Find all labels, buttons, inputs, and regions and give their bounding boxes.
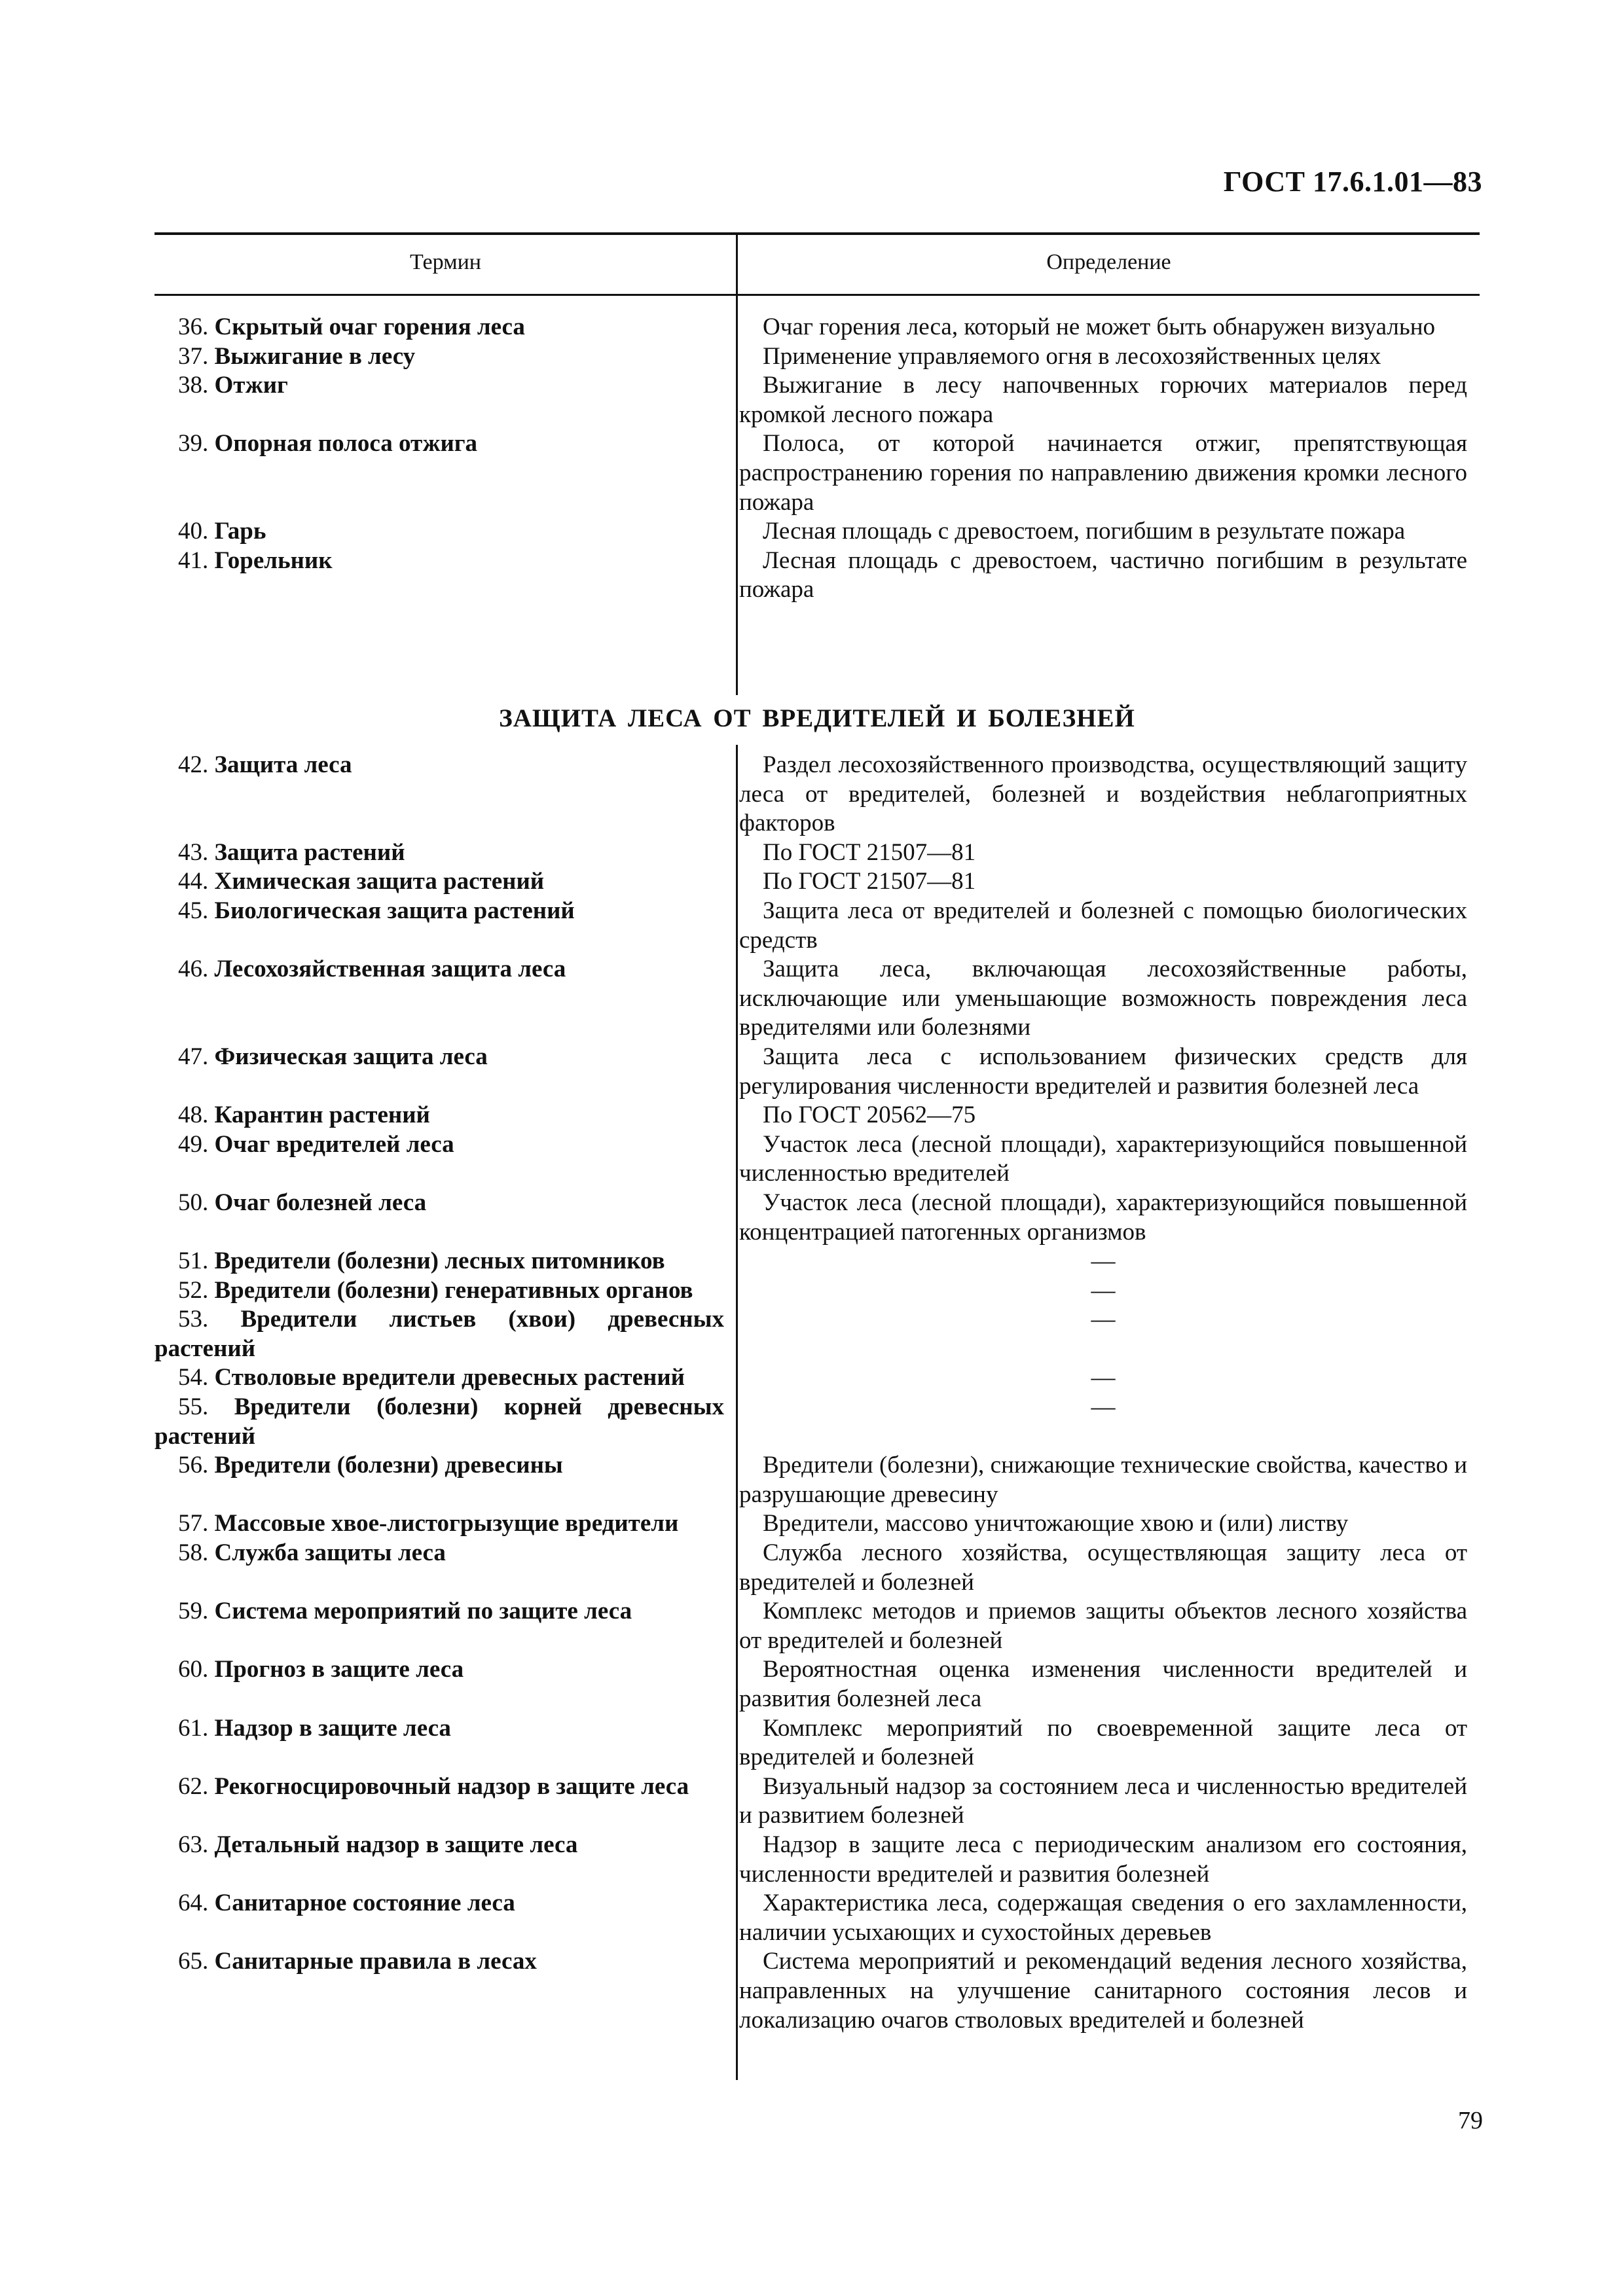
- term-cell: [155, 1363, 724, 1393]
- term-cell: [155, 1189, 724, 1247]
- term-cell: [155, 1305, 724, 1363]
- table-row: [0, 1393, 1623, 1451]
- term-number: 64.: [178, 1890, 209, 1917]
- term-text: Защита леса: [214, 751, 352, 778]
- term-cell: [155, 1130, 724, 1189]
- definition-cell: Вредители, массово уничтожающие хвою и (или) листву: [763, 1510, 1349, 1537]
- definition-cell: По ГОСТ 21507—81: [763, 868, 976, 895]
- term-text: Гарь: [214, 518, 266, 545]
- term-cell: [155, 1393, 724, 1451]
- definition-cell: Система мероприятий и рекомендаций ведения лесного хозяйства, направленных на улучшение санитарного состояния лесов и локализацию очагов стволовых вредителей и болезней: [739, 1948, 1467, 2034]
- term-number: 39.: [178, 430, 209, 457]
- term-number: 51.: [178, 1247, 209, 1275]
- table-row: [0, 1363, 1623, 1393]
- term-number: 49.: [178, 1130, 209, 1158]
- definition-cell: Лесная площадь с древостоем, погибшим в результате пожара: [763, 518, 1406, 545]
- definition-cell: —: [1091, 1393, 1116, 1421]
- table-row: [0, 1276, 1623, 1306]
- term-number: 42.: [178, 751, 209, 778]
- term-number: 55.: [178, 1393, 209, 1421]
- table-row: [0, 429, 1623, 517]
- definition-cell: Вероятностная оценка изменения численности вредителей и развития болезней леса: [739, 1656, 1467, 1712]
- definition-cell: —: [1091, 1364, 1116, 1391]
- term-text: Надзор в защите леса: [214, 1714, 451, 1742]
- term-text: Биологическая защита растений: [214, 897, 575, 924]
- page-number: 79: [1458, 2107, 1483, 2134]
- term-number: 38.: [178, 372, 209, 399]
- definition-cell: Комплекс методов и приемов защиты объектов лесного хозяйства от вредителей и болезней: [739, 1598, 1467, 1654]
- term-cell: [155, 1889, 724, 1947]
- term-cell: [155, 1772, 724, 1831]
- column-header-term: Термин: [410, 250, 481, 274]
- definition-cell: Защита леса, включающая лесохозяйственные работы, исключающие или уменьшающие возможность повреждения леса вредителями или болезнями: [739, 956, 1467, 1041]
- term-number: 45.: [178, 897, 209, 924]
- definition-cell: Надзор в защите леса с периодическим анализом его состояния, численности вредителей и развития болезней: [739, 1831, 1467, 1888]
- term-text: Горельник: [214, 547, 333, 574]
- term-number: 57.: [178, 1510, 209, 1537]
- term-cell: [155, 1451, 724, 1509]
- term-number: 40.: [178, 518, 209, 545]
- table-row: [0, 1539, 1623, 1597]
- definition-cell: Выжигание в лесу напочвенных горючих материалов перед кромкой лесного пожара: [739, 372, 1467, 428]
- term-cell: [155, 1276, 724, 1306]
- term-text: Вредители листьев (хвои) древесных растений: [155, 1306, 724, 1362]
- term-cell: [155, 1247, 724, 1276]
- definition-cell: —: [1091, 1276, 1116, 1304]
- definition-cell: Раздел лесохозяйственного производства, осуществляющий защиту леса от вредителей, болезней и воздействия неблагоприятных факторов: [739, 751, 1467, 837]
- term-number: 52.: [178, 1276, 209, 1304]
- table-row: [0, 1247, 1623, 1276]
- term-text: Служба защиты леса: [214, 1539, 446, 1567]
- table-row: [0, 342, 1623, 372]
- term-text: Санитарное состояние леса: [214, 1890, 515, 1917]
- terms-block-protection: [0, 751, 1623, 2035]
- terms-block-fire: [0, 313, 1623, 605]
- table-row: [0, 867, 1623, 897]
- term-cell: [155, 897, 724, 955]
- definition-cell: Лесная площадь с древостоем, частично погибшим в результате пожара: [739, 547, 1467, 603]
- term-number: 46.: [178, 956, 209, 983]
- definition-cell: Участок леса (лесной площади), характеризующийся повышенной численностью вредителей: [739, 1130, 1467, 1187]
- table-row: [0, 897, 1623, 955]
- term-text: Очаг вредителей леса: [214, 1130, 454, 1158]
- column-header-definition: Определение: [1046, 250, 1171, 274]
- table-row: [0, 1889, 1623, 1947]
- definition-cell: Служба лесного хозяйства, осуществляющая защиту леса от вредителей и болезней: [739, 1539, 1467, 1596]
- term-number: 58.: [178, 1539, 209, 1567]
- term-text: Очаг болезней леса: [214, 1189, 427, 1216]
- definition-cell: Применение управляемого огня в лесохозяйственных целях: [763, 342, 1381, 370]
- definition-cell: Визуальный надзор за состоянием леса и численностью вредителей и развитием болезней: [739, 1772, 1467, 1829]
- term-text: Прогноз в защите леса: [214, 1656, 464, 1683]
- term-cell: [155, 429, 724, 517]
- table-row: [0, 1189, 1623, 1247]
- term-number: 41.: [178, 547, 209, 574]
- term-number: 54.: [178, 1364, 209, 1391]
- term-cell: [155, 371, 724, 429]
- definition-cell: Участок леса (лесной площади), характеризующийся повышенной концентрацией патогенных организмов: [739, 1189, 1467, 1246]
- term-number: 63.: [178, 1831, 209, 1858]
- table-row: [0, 1130, 1623, 1189]
- term-number: 36.: [178, 314, 209, 340]
- term-text: Санитарные правила в лесах: [214, 1948, 537, 1975]
- term-cell: [155, 1509, 724, 1539]
- term-number: 53.: [178, 1306, 209, 1333]
- term-cell: [155, 1597, 724, 1655]
- term-cell: [155, 751, 724, 838]
- table-row: [0, 547, 1623, 605]
- table-row: [0, 1043, 1623, 1101]
- term-cell: [155, 867, 724, 897]
- table-row: [0, 751, 1623, 838]
- definition-cell: По ГОСТ 20562—75: [763, 1102, 976, 1129]
- term-number: 59.: [178, 1598, 209, 1625]
- table-row: [0, 1305, 1623, 1363]
- term-cell: [155, 1831, 724, 1889]
- term-text: Физическая защита леса: [214, 1043, 488, 1070]
- term-cell: [155, 517, 724, 547]
- term-number: 60.: [178, 1656, 209, 1683]
- term-cell: [155, 342, 724, 372]
- term-number: 44.: [178, 868, 209, 895]
- table-row: [0, 1655, 1623, 1713]
- term-number: 56.: [178, 1452, 209, 1479]
- term-cell: [155, 1101, 724, 1130]
- table-row: [0, 1947, 1623, 2035]
- definition-cell: Полоса, от которой начинается отжиг, препятствующая распространению горения по направлению движения кромки лесного пожара: [739, 430, 1467, 516]
- table-row: [0, 1714, 1623, 1772]
- table-row: [0, 313, 1623, 342]
- term-text: Вредители (болезни) древесины: [214, 1452, 563, 1479]
- term-cell: [155, 1947, 724, 2035]
- term-text: Опорная полоса отжига: [214, 430, 478, 457]
- table-row: [0, 1772, 1623, 1831]
- term-text: Система мероприятий по защите леса: [214, 1598, 632, 1625]
- definition-cell: По ГОСТ 21507—81: [763, 838, 976, 866]
- table-row: [0, 955, 1623, 1043]
- term-number: 37.: [178, 342, 209, 370]
- definition-cell: —: [1091, 1306, 1116, 1333]
- term-text: Вредители (болезни) генеративных органов: [214, 1276, 693, 1304]
- term-text: Отжиг: [214, 372, 288, 399]
- term-cell: [155, 1043, 724, 1101]
- term-number: 47.: [178, 1043, 209, 1070]
- term-text: Выжигание в лесу: [214, 342, 416, 370]
- term-number: 50.: [178, 1189, 209, 1216]
- term-cell: [155, 1655, 724, 1713]
- table-row: [0, 838, 1623, 868]
- definition-cell: Защита леса с использованием физических средств для регулирования численности вредителей и развития болезней леса: [739, 1043, 1467, 1100]
- term-cell: [155, 1714, 724, 1772]
- table-row: [0, 1597, 1623, 1655]
- section-title: ЗАЩИТА ЛЕСА ОТ ВРЕДИТЕЛЕЙ И БОЛЕЗНЕЙ: [499, 704, 1135, 732]
- term-number: 48.: [178, 1102, 209, 1129]
- term-number: 62.: [178, 1772, 209, 1800]
- term-number: 43.: [178, 838, 209, 866]
- term-text: Стволовые вредители древесных растений: [214, 1364, 685, 1391]
- term-text: Карантин растений: [214, 1102, 430, 1129]
- table-row: [0, 1451, 1623, 1509]
- table-header-rule: [155, 294, 1480, 296]
- term-cell: [155, 547, 724, 605]
- table-row: [0, 1509, 1623, 1539]
- term-cell: [155, 313, 724, 342]
- term-text: Массовые хвое-листогрызущие вредители: [214, 1510, 679, 1537]
- term-text: Лесохозяйственная защита леса: [214, 956, 566, 983]
- term-cell: [155, 838, 724, 868]
- table-row: [0, 1831, 1623, 1889]
- term-text: Скрытый очаг горения леса: [214, 314, 525, 340]
- table-row: [0, 371, 1623, 429]
- term-text: Защита растений: [214, 838, 405, 866]
- term-text: Химическая защита растений: [214, 868, 545, 895]
- term-text: Вредители (болезни) корней древесных растений: [155, 1393, 725, 1450]
- document-code: ГОСТ 17.6.1.01—83: [1223, 166, 1482, 198]
- definition-cell: Характеристика леса, содержащая сведения о его захламленности, наличии усыхающих и сухостойных деревьев: [739, 1890, 1467, 1946]
- term-cell: [155, 1539, 724, 1597]
- term-cell: [155, 955, 724, 1043]
- term-number: 65.: [178, 1948, 209, 1975]
- term-number: 61.: [178, 1714, 209, 1742]
- table-top-rule: [155, 232, 1480, 235]
- definition-cell: Комплекс мероприятий по своевременной защите леса от вредителей и болезней: [739, 1714, 1467, 1771]
- table-row: [0, 517, 1623, 547]
- definition-cell: Вредители (болезни), снижающие технические свойства, качество и разрушающие древесину: [739, 1452, 1467, 1508]
- definition-cell: —: [1091, 1247, 1116, 1275]
- table-row: [0, 1101, 1623, 1130]
- term-text: Детальный надзор в защите леса: [214, 1831, 578, 1858]
- definition-cell: Очаг горения леса, который не может быть обнаружен визуально: [763, 314, 1436, 340]
- definition-cell: Защита леса от вредителей и болезней с помощью биологических средств: [739, 897, 1467, 954]
- term-text: Вредители (болезни) лесных питомников: [214, 1247, 665, 1275]
- term-text: Рекогносцировочный надзор в защите леса: [214, 1772, 689, 1800]
